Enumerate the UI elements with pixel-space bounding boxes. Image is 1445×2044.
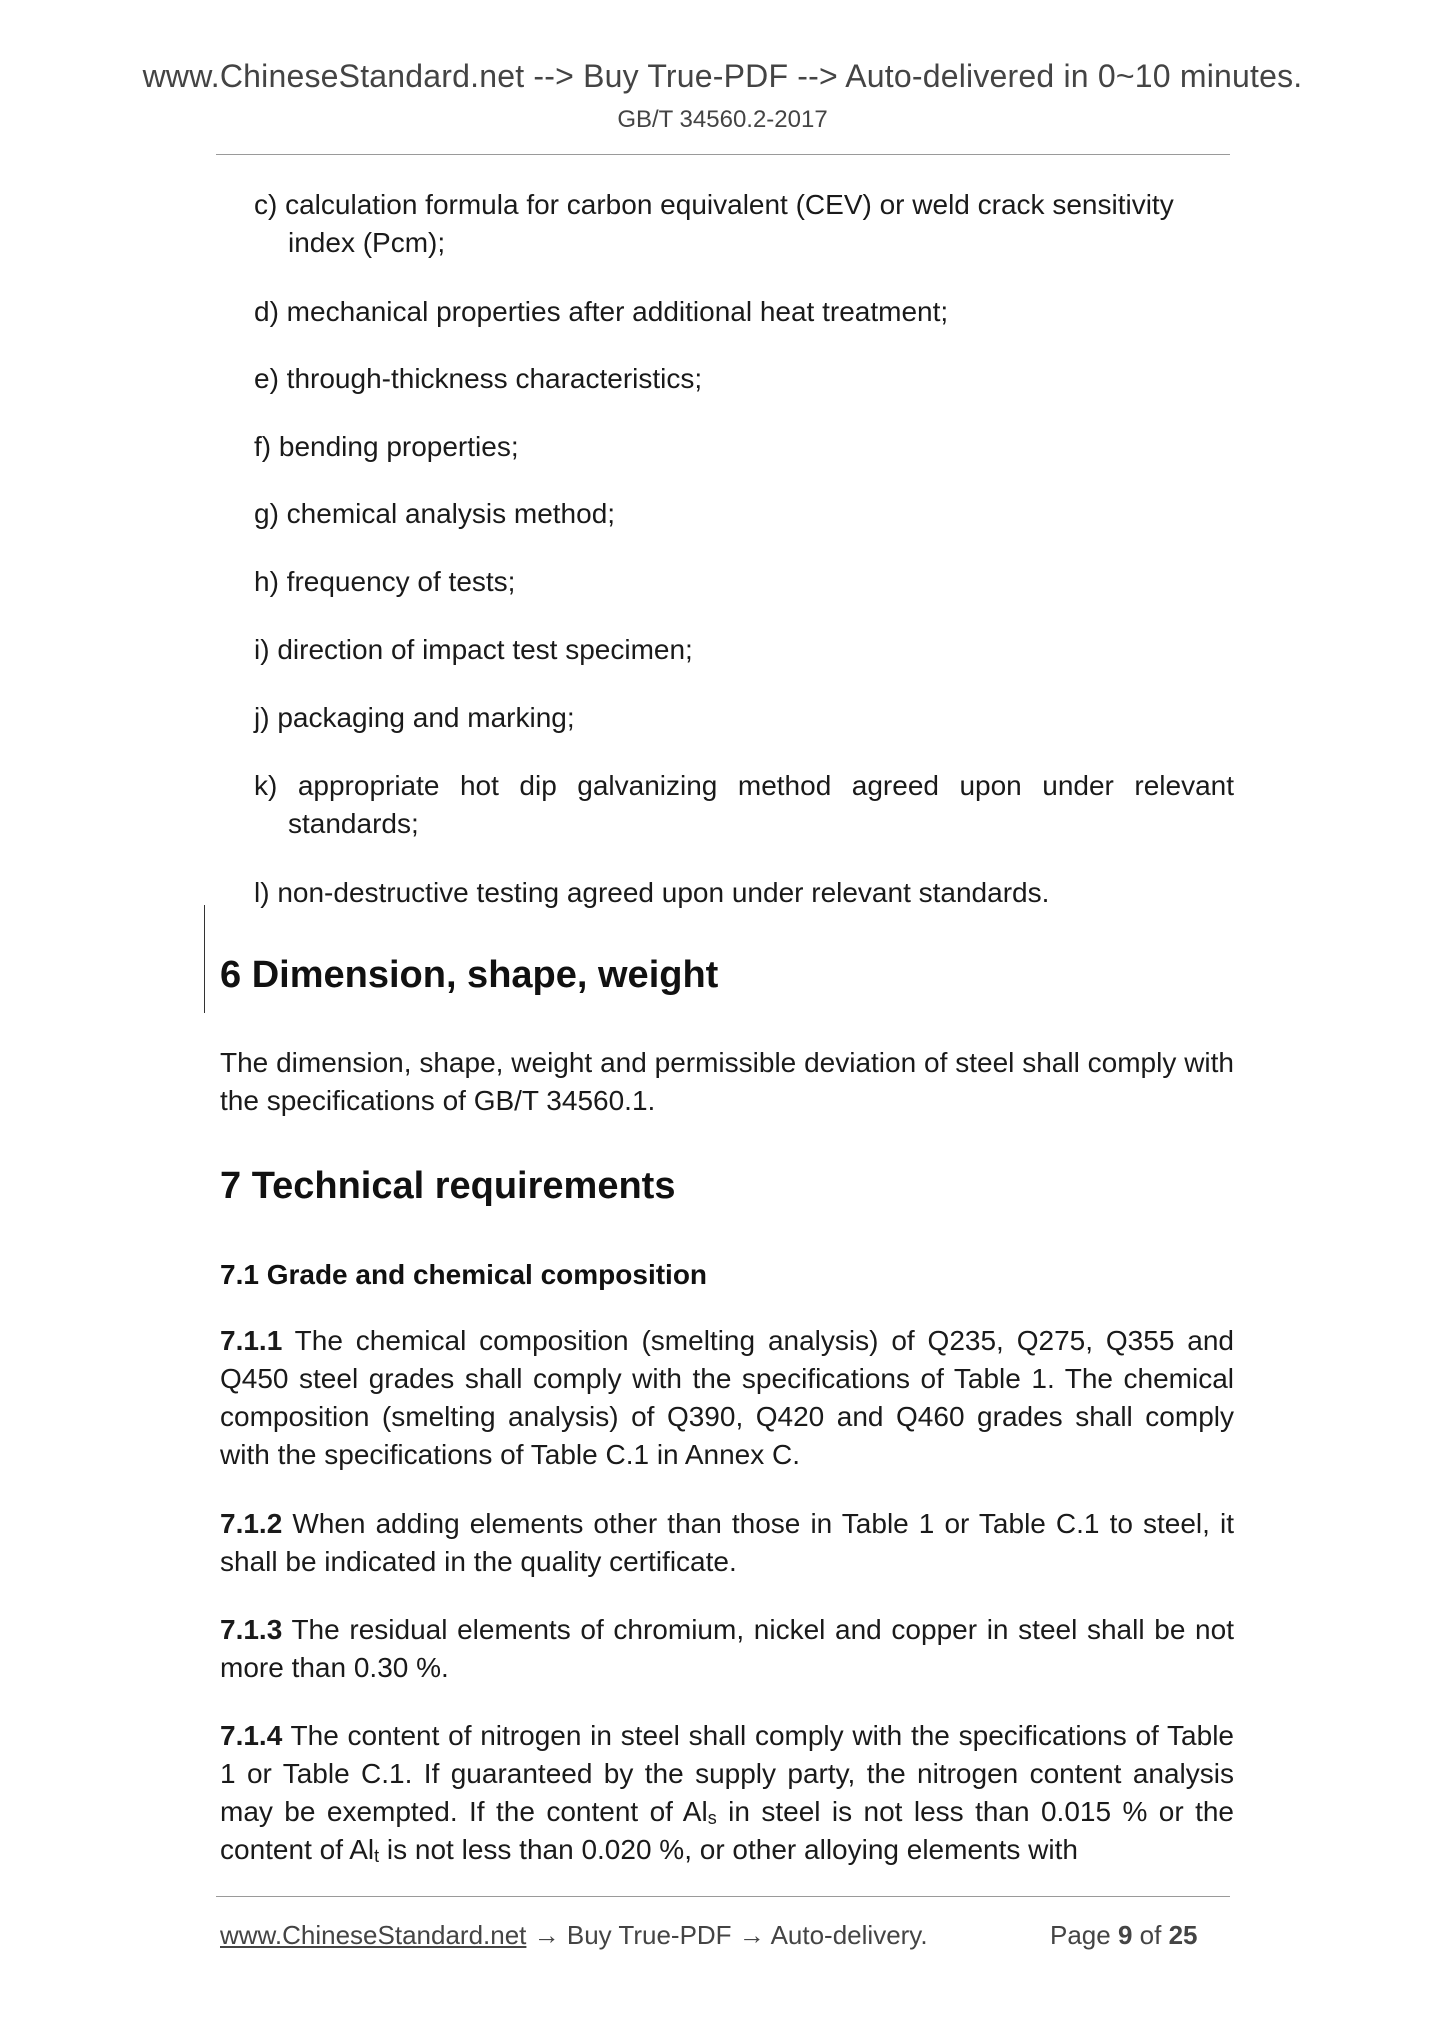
clause-number: 7.1.2 <box>220 1508 283 1539</box>
list-item <box>254 563 1234 601</box>
footer-site-link[interactable]: www.ChineseStandard.net <box>220 1920 527 1950</box>
list-item-line: d) mechanical properties after additional heat treatment; <box>254 296 949 327</box>
revision-change-bar <box>204 905 205 1013</box>
clause-number: 7.1.4 <box>220 1720 283 1751</box>
clause-number: 7.1.1 <box>220 1325 283 1356</box>
list-item <box>254 428 1234 466</box>
document-id: GB/T 34560.2-2017 <box>617 106 828 133</box>
header-banner: www.ChineseStandard.net --> Buy True-PDF --> Auto-delivered in 0~10 minutes. <box>142 58 1303 94</box>
list-item <box>254 495 1234 533</box>
clause-number: 7.1.3 <box>220 1614 283 1645</box>
clause-7-1-4 <box>220 1717 1234 1869</box>
list-item <box>254 360 1234 398</box>
list-item-line: h) frequency of tests; <box>254 566 516 597</box>
clause-text: in steel is not less than 0.015 % or the content of Al <box>220 1796 1235 1865</box>
section-6-paragraph: The dimension, shape, weight and permissible deviation of steel shall comply with the specifications of GB/T 34560.1. <box>220 1047 1234 1116</box>
section-6-heading: 6 Dimension, shape, weight <box>220 954 719 996</box>
page-counter <box>1050 1920 1198 1951</box>
clause-7-1-2 <box>220 1505 1234 1581</box>
list-item <box>254 767 1234 843</box>
clause-7-1-3 <box>220 1611 1234 1687</box>
clause-text: When adding elements other than those in Table 1 or Table C.1 to steel, it shall be indicated in the quality certificate. <box>220 1508 1234 1577</box>
page-number: 9 <box>1117 1920 1133 1950</box>
header-divider <box>216 154 1230 155</box>
subscript: t <box>374 1846 380 1866</box>
total-pages: 25 <box>1168 1920 1198 1950</box>
footer-tagline: → Buy True-PDF → Auto-delivery. <box>526 1920 928 1950</box>
clause-text: The chemical composition (smelting analysis) of Q235, Q275, Q355 and Q450 steel grades shall comply with the specifications of Table 1. The chemical composition (smelting analysis) of Q390, Q420 and Q460 grades shall comply with the specifications of Table C.1 in Annex C. <box>220 1325 1234 1470</box>
list-item <box>254 874 1234 912</box>
footer-divider <box>216 1896 1230 1897</box>
list-item-line: f) bending properties; <box>254 431 519 462</box>
list-item-line: g) chemical analysis method; <box>254 498 616 529</box>
list-item-line: e) through-thickness characteristics; <box>254 363 703 394</box>
section-7-1-heading: 7.1 Grade and chemical composition <box>220 1259 708 1290</box>
list-item-line: j) packaging and marking; <box>254 702 575 733</box>
clause-text: is not less than 0.020 %, or other alloying elements with <box>379 1834 1078 1865</box>
of-label: of <box>1139 1920 1162 1950</box>
section-7-heading: 7 Technical requirements <box>220 1165 676 1207</box>
list-item <box>254 631 1234 669</box>
list-item <box>254 186 1234 262</box>
clause-7-1-1 <box>220 1322 1234 1474</box>
list-item-line: i) direction of impact test specimen; <box>254 634 693 665</box>
list-item-continuation: index (Pcm); <box>288 227 446 258</box>
clause-text: The content of nitrogen in steel shall comply with the specifications of Table 1 or Table C.1. If guaranteed by the supply party, the nitrogen content analysis may be exempted. If the content of Al <box>220 1720 1234 1827</box>
footer-links <box>220 1920 928 1951</box>
list-item-line: c) calculation formula for carbon equivalent (CEV) or weld crack sensitivity <box>254 189 1174 220</box>
list-item <box>254 293 1234 331</box>
page-label: Page <box>1050 1920 1111 1950</box>
subscript: s <box>707 1808 717 1828</box>
clause-text: The residual elements of chromium, nickel and copper in steel shall be not more than 0.30 %. <box>220 1614 1234 1683</box>
list-item-continuation: standards; <box>288 808 419 839</box>
list-item-line: l) non-destructive testing agreed upon under relevant standards. <box>254 877 1050 908</box>
list-item-line: k) appropriate hot dip galvanizing method agreed upon under relevant <box>254 770 1234 801</box>
list-item <box>254 699 1234 737</box>
